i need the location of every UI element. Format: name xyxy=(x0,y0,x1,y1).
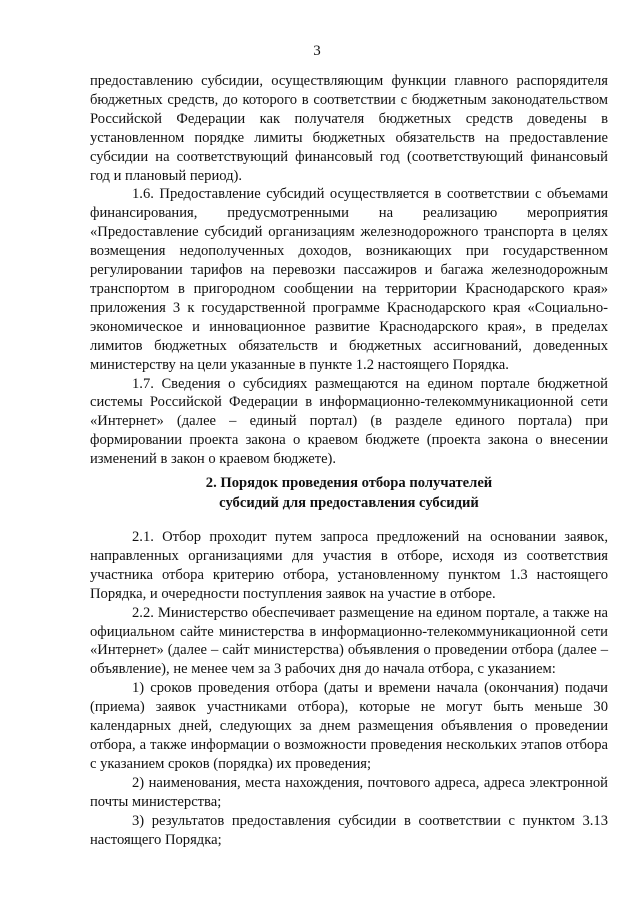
paragraph-2-2: 2.2. Министерство обеспечивает размещение на едином портале, а также на официальном сайте министерства в информационно-телекоммуникационной сети «Интернет» (далее – сайт министерства) объявления о проведении отбора (далее – объявление), не менее чем за 3 рабочих дня до начала отбора, с указанием: xyxy=(90,604,608,678)
page-number: 3 xyxy=(313,43,321,59)
paragraph-2-1: 2.1. Отбор проходит путем запроса предложений на основании заявок, направленных организациями для участия в отборе, исходя из соответствия участника отбора критерию отбора, установленному пунктом 1.3 настоящего Порядка, и очередности поступления заявок на участие в отборе. xyxy=(90,529,608,602)
paragraph-1-6: 1.6. Предоставление субсидий осуществляется в соответствии с объемами финансирования, предусмотренными на реализацию мероприятия «Предоставление субсидий организациям железнодорожного транспорта в целях возмещения недополученных доходов, возникающих при государственном регулировании тарифов на перевозки пассажиров и багажа железнодорожным транспортом в пригородном сообщении на территории Краснодарского края» приложения 3 к государственной программе Краснодарского края «Социально-экономическое и инновационное развитие Краснодарского края», в пределах лимитов бюджетных обязательств и бюджетных ассигнований, доведенных министерству на цели указанные в пункте 1.2 настоящего Порядка. xyxy=(90,186,608,373)
paragraph-continuation: предоставлению субсидии, осуществляющим функции главного распорядителя бюджетных средств, до которого в соответствии с бюджетным законодательством Российской Федерации как получателя бюджетных средств доведены в установленном порядке лимиты бюджетных обязательств на предоставление субсидии на соответствующий финансовый год (соответствующий финансовый год и плановый период). xyxy=(90,73,608,184)
list-item-2: 2) наименования, места нахождения, почтового адреса, адреса электронной почты министерства; xyxy=(90,774,608,810)
section-2-body xyxy=(90,528,608,849)
section-2-heading-line-1: 2. Порядок проведения отбора получателей xyxy=(205,475,493,491)
list-item-1: 1) сроков проведения отбора (даты и времени начала (окончания) подачи (приема) заявок участниками отбора), которые не могут быть меньше 30 календарных дней, следующих за днем размещения объявления о проведении отбора, а также информации о возможности проведения нескольких этапов отбора с указанием сроков (порядка) их проведения; xyxy=(90,680,608,772)
section-1-continuation xyxy=(90,72,608,469)
section-2-heading-line-2: субсидий для предоставления субсидий xyxy=(219,495,479,511)
section-2-heading xyxy=(90,473,608,513)
paragraph-1-7: 1.7. Сведения о субсидиях размещаются на едином портале бюджетной системы Российской Федерации в информационно-телекоммуникационной сети «Интернет» (далее – единый портал) (в разделе единого портала) при формировании проекта закона о краевом бюджете (проекта закона о внесении изменений в закон о краевом бюджете). xyxy=(90,375,608,468)
list-item-3: 3) результатов предоставления субсидии в соответствии с пунктом 3.13 настоящего Порядка; xyxy=(90,812,608,848)
